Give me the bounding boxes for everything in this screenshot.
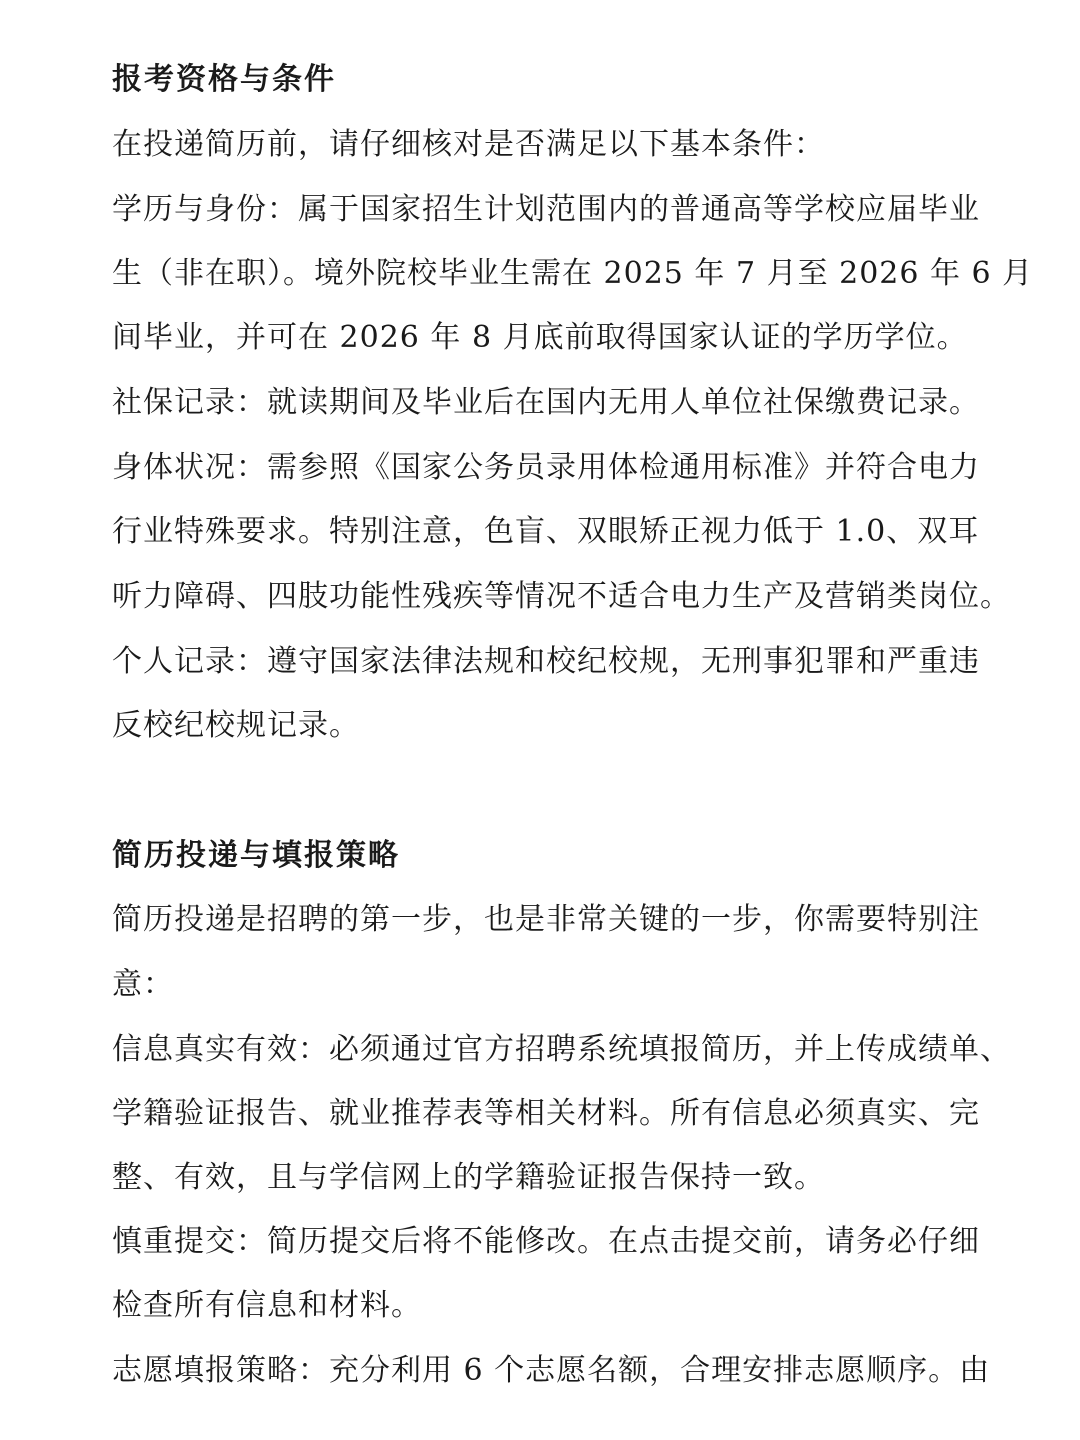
section-title-eligibility: 报考资格与条件 xyxy=(112,62,336,97)
section-title-resume-strategy: 简历投递与填报策略 xyxy=(112,838,400,873)
paragraph-line: 反校纪校规记录。 xyxy=(112,708,360,743)
paragraph-line: 志愿填报策略：充分利用 6 个志愿名额，合理安排志愿顺序。由 xyxy=(112,1353,991,1388)
paragraph-line: 行业特殊要求。特别注意，色盲、双眼矫正视力低于 1.0、双耳 xyxy=(112,514,980,549)
paragraph-line: 意： xyxy=(112,967,174,1002)
paragraph-line: 检查所有信息和材料。 xyxy=(112,1288,422,1323)
paragraph-line: 简历投递是招聘的第一步，也是非常关键的一步，你需要特别注 xyxy=(112,902,980,937)
paragraph-line: 慎重提交：简历提交后将不能修改。在点击提交前，请务必仔细 xyxy=(112,1224,980,1259)
paragraph-line: 间毕业，并可在 2026 年 8 月底前取得国家认证的学历学位。 xyxy=(112,320,968,355)
paragraph-line: 整、有效，且与学信网上的学籍验证报告保持一致。 xyxy=(112,1160,825,1195)
paragraph-line: 个人记录：遵守国家法律法规和校纪校规，无刑事犯罪和严重违 xyxy=(112,644,980,679)
paragraph-line: 学历与身份：属于国家招生计划范围内的普通高等学校应届毕业 xyxy=(112,192,980,227)
paragraph-line: 信息真实有效：必须通过官方招聘系统填报简历，并上传成绩单、 xyxy=(112,1032,1011,1067)
paragraph-line: 在投递简历前，请仔细核对是否满足以下基本条件： xyxy=(112,127,825,162)
paragraph-line: 生（非在职）。境外院校毕业生需在 2025 年 7 月至 2026 年 6 月 xyxy=(112,256,1034,291)
paragraph-line: 学籍验证报告、就业推荐表等相关材料。所有信息必须真实、完 xyxy=(112,1096,980,1131)
paragraph-line: 社保记录：就读期间及毕业后在国内无用人单位社保缴费记录。 xyxy=(112,385,980,420)
paragraph-line: 身体状况：需参照《国家公务员录用体检通用标准》并符合电力 xyxy=(112,450,980,485)
paragraph-line: 听力障碍、四肢功能性残疾等情况不适合电力生产及营销类岗位。 xyxy=(112,579,1011,614)
